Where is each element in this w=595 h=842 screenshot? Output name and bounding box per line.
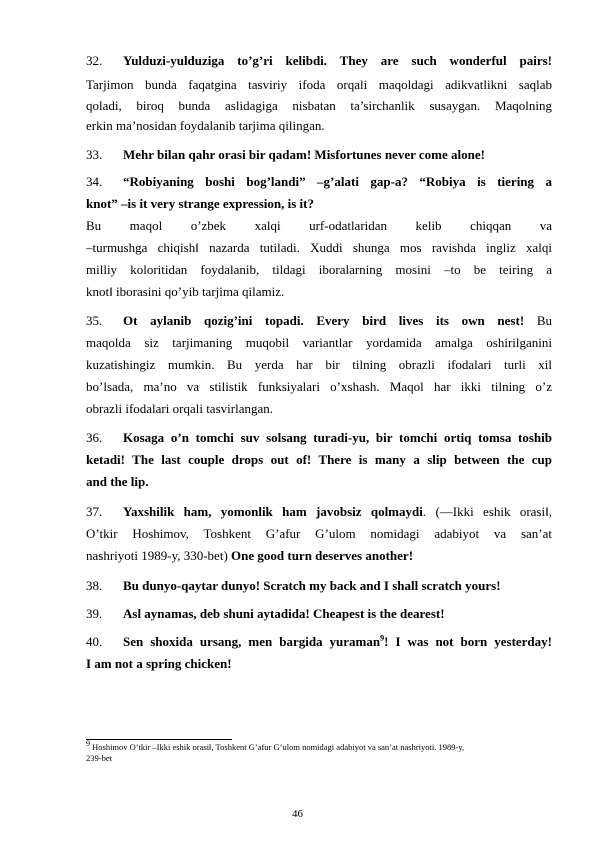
text-run: knot” –is it very strange expression, is it? — [86, 196, 314, 211]
text-line — [86, 474, 552, 490]
text-run: obrazli ifodalari orqali tasvirlangan. — [86, 401, 273, 416]
text-line — [86, 218, 552, 234]
page-number: 46 — [292, 808, 303, 820]
text-run: Asl aynamas, deb shuni aytadida! Cheapest is the dearest! — [123, 606, 445, 621]
text-run: “Robiyaning boshi bog’landi” –g’alati gap-a? “Robiya is tiering a — [123, 174, 552, 189]
item-number: 35. — [86, 313, 103, 328]
text-line — [86, 53, 552, 69]
text-line — [86, 504, 552, 520]
text-run: erkin ma’nosidan foydalanib tarjima qilingan. — [86, 118, 325, 133]
footnote-text: Hoshimov O’tkir –Ikki eshik orasi‖, Toshkent G’afur G’ulom nomidagi adabiyot va san’at nashriyoti. 1989-y, — [92, 742, 465, 752]
text-line — [86, 430, 552, 446]
footnote-line — [86, 753, 556, 764]
text-line — [86, 240, 552, 256]
text-run: Ot aylanib qozig’ini topadi. Every bird lives its own nest! — [123, 313, 525, 328]
text-line — [86, 578, 552, 594]
footnote-mark: 9 — [86, 739, 90, 749]
text-line — [86, 357, 552, 373]
text-run: milliy koloritidan foydalanib, tildagi iboralarning mosini –to be teiring a — [86, 262, 552, 277]
text-line — [86, 174, 552, 190]
text-run: Yaxshilik ham, yomonlik ham javobsiz qolmaydi — [123, 504, 423, 519]
text-run: I am not a spring chicken! — [86, 656, 232, 671]
text-run: . (―Ikki eshik orasi‖, — [422, 504, 552, 519]
text-line — [86, 335, 552, 351]
text-run: Kosaga o’n tomchi suv solsang turadi-yu, bir tomchi ortiq tomsa toshib — [123, 430, 552, 445]
text-run: O’tkir Hoshimov, Toshkent G’afur G’ulom nomidagi adabiyot va san’at — [86, 526, 552, 541]
text-line — [86, 548, 552, 564]
footnote-line — [86, 739, 556, 753]
text-run: Tarjimon bunda faqatgina tasviriy ifoda orqali maqoldagi adikvatlikni saqlab — [86, 77, 552, 92]
text-run: One good turn deserves another! — [231, 548, 414, 563]
text-run: nashriyoti 1989-y, 330-bet) — [86, 548, 232, 563]
text-line — [86, 379, 552, 395]
text-run: ! I was not born yesterday! — [384, 634, 552, 649]
text-run: maqolda siz tarjimaning muqobil variantlar yordamida amalga oshirilganini — [86, 335, 552, 350]
text-line — [86, 284, 552, 300]
footnote-rule — [86, 739, 232, 740]
text-run: Mehr bilan qahr orasi bir qadam! Misfortunes never come alone! — [123, 147, 485, 162]
text-run: Yulduzi-yulduziga to’g’ri kelibdi. They are such wonderful pairs! — [123, 53, 552, 68]
item-number: 33. — [86, 147, 103, 162]
text-run: Bu — [524, 313, 552, 328]
text-line — [86, 196, 552, 212]
text-line — [86, 118, 552, 134]
text-line — [86, 606, 552, 622]
text-run: ketadi! The last couple drops out of! There is many a slip between the cup — [86, 452, 552, 467]
item-number: 39. — [86, 606, 103, 621]
text-run: and the lip. — [86, 474, 149, 489]
text-run: bo’lsada, ma’no va stilistik funksiyalari o’xshash. Maqol har ikki tilning o’z — [86, 379, 552, 394]
text-line — [86, 313, 552, 329]
text-line — [86, 526, 552, 542]
text-line — [86, 401, 552, 417]
text-run: Bu maqol o’zbek xalqi urf-odatlaridan kelib chiqqan va — [86, 218, 552, 233]
text-run: knot‖ iborasini qo’yib tarjima qilamiz. — [86, 284, 285, 299]
item-number: 36. — [86, 430, 103, 445]
text-line — [86, 98, 552, 114]
text-line — [86, 77, 552, 93]
footnote-ref: 9 — [380, 633, 385, 643]
text-run: –turmushga chiqish‖ nazarda tutiladi. Xuddi shunga mos ravishda ingliz xalqi — [86, 240, 552, 255]
footnote-text: 239-bet — [86, 753, 112, 763]
item-number: 32. — [86, 53, 103, 68]
text-line — [86, 262, 552, 278]
text-line — [86, 147, 552, 163]
text-run: Bu dunyo-qaytar dunyo! Scratch my back and I shall scratch yours! — [123, 578, 501, 593]
text-line — [86, 656, 552, 672]
item-number: 40. — [86, 634, 103, 649]
item-number: 38. — [86, 578, 103, 593]
text-line — [86, 634, 552, 650]
text-run: kuzatishingiz mumkin. Bu yerda har bir tilning obrazli ifodalari turli xil — [86, 357, 552, 372]
text-line — [86, 452, 552, 468]
text-run: Sen shoxida ursang, men bargida yuraman — [123, 634, 381, 649]
item-number: 37. — [86, 504, 103, 519]
text-run: qoladi, biroq bunda aslidagiga nisbatan ta’sirchanlik susaygan. Maqolning — [86, 98, 552, 113]
item-number: 34. — [86, 174, 103, 189]
